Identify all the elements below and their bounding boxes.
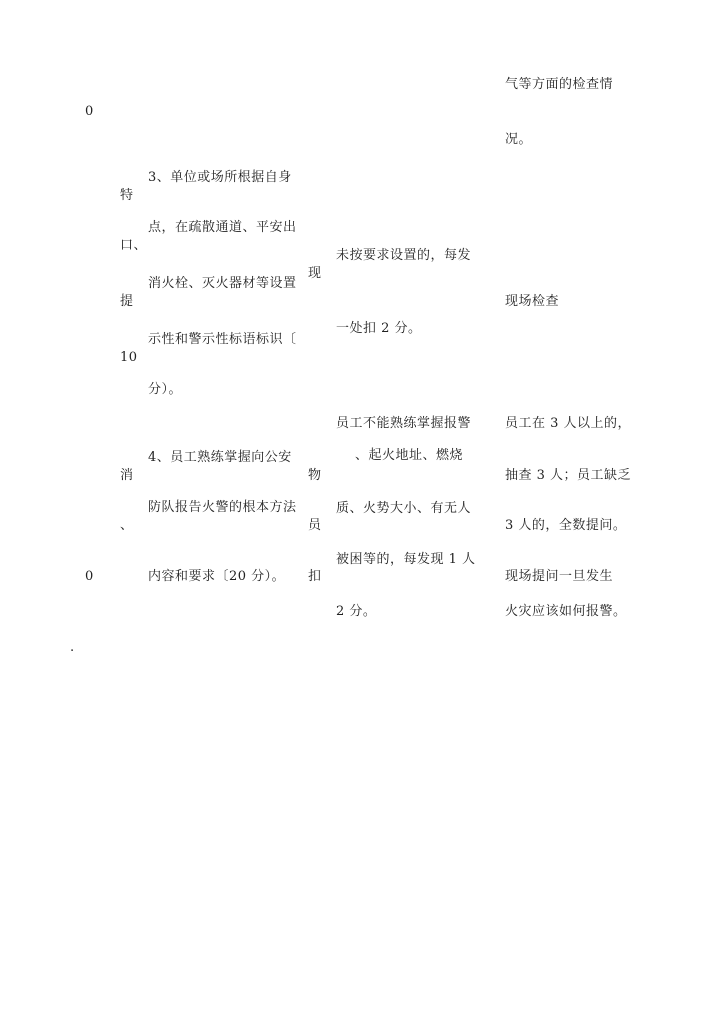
text-line: 物 [308, 468, 322, 483]
text-line: 提 [120, 294, 134, 309]
text-line: 4、员工熟练掌握向公安 [148, 450, 292, 465]
text-line: 被困等的，每发现 1 人 [336, 552, 476, 567]
text-line: 10 [120, 350, 138, 365]
text-line: 分）。 [148, 382, 183, 397]
text-line: 现场提问一旦发生 [505, 569, 614, 584]
text-line: 、 [120, 518, 134, 533]
text-line: 一处扣 2 分。 [336, 321, 422, 336]
text-line: 防队报告火警的根本方法 [148, 500, 297, 515]
text-line: 气等方面的检查情 [505, 77, 614, 92]
text-line: 0 [85, 569, 94, 584]
text-line: 点，在疏散通道、平安出 [148, 220, 297, 235]
text-line: 员工在 3 人以上的， [505, 416, 632, 431]
text-line: 内容和要求〔20 分）。 [148, 569, 286, 584]
text-line: 员工不能熟练掌握报警 [336, 416, 472, 431]
text-line: 3 人的，全数提问。 [505, 518, 627, 533]
text-line: 抽查 3 人；员工缺乏 [505, 468, 632, 483]
text-line: 现 [308, 266, 322, 281]
text-line: 火灾应该如何报警。 [505, 604, 627, 619]
text-line: 消火栓、灭火器材等设置 [148, 276, 297, 291]
text-line: . [70, 640, 75, 655]
text-line: 3、单位或场所根据自身 [148, 170, 292, 185]
text-line: 口、 [120, 238, 148, 253]
text-line: 0 [85, 104, 94, 119]
text-line: 现场检查 [505, 294, 560, 309]
text-line: 质、火势大小、有无人 [336, 501, 472, 516]
text-line: 扣 [308, 569, 322, 584]
text-line: 未按要求设置的，每发 [336, 248, 472, 263]
text-line: 、起火地址、燃烧 [355, 448, 464, 463]
text-line: 员 [308, 518, 322, 533]
text-line: 特 [120, 188, 134, 203]
text-line: 消 [120, 468, 134, 483]
text-line: 况。 [505, 132, 533, 147]
text-line: 示性和警示性标语标识〔 [148, 332, 297, 347]
text-line: 2 分。 [336, 604, 377, 619]
